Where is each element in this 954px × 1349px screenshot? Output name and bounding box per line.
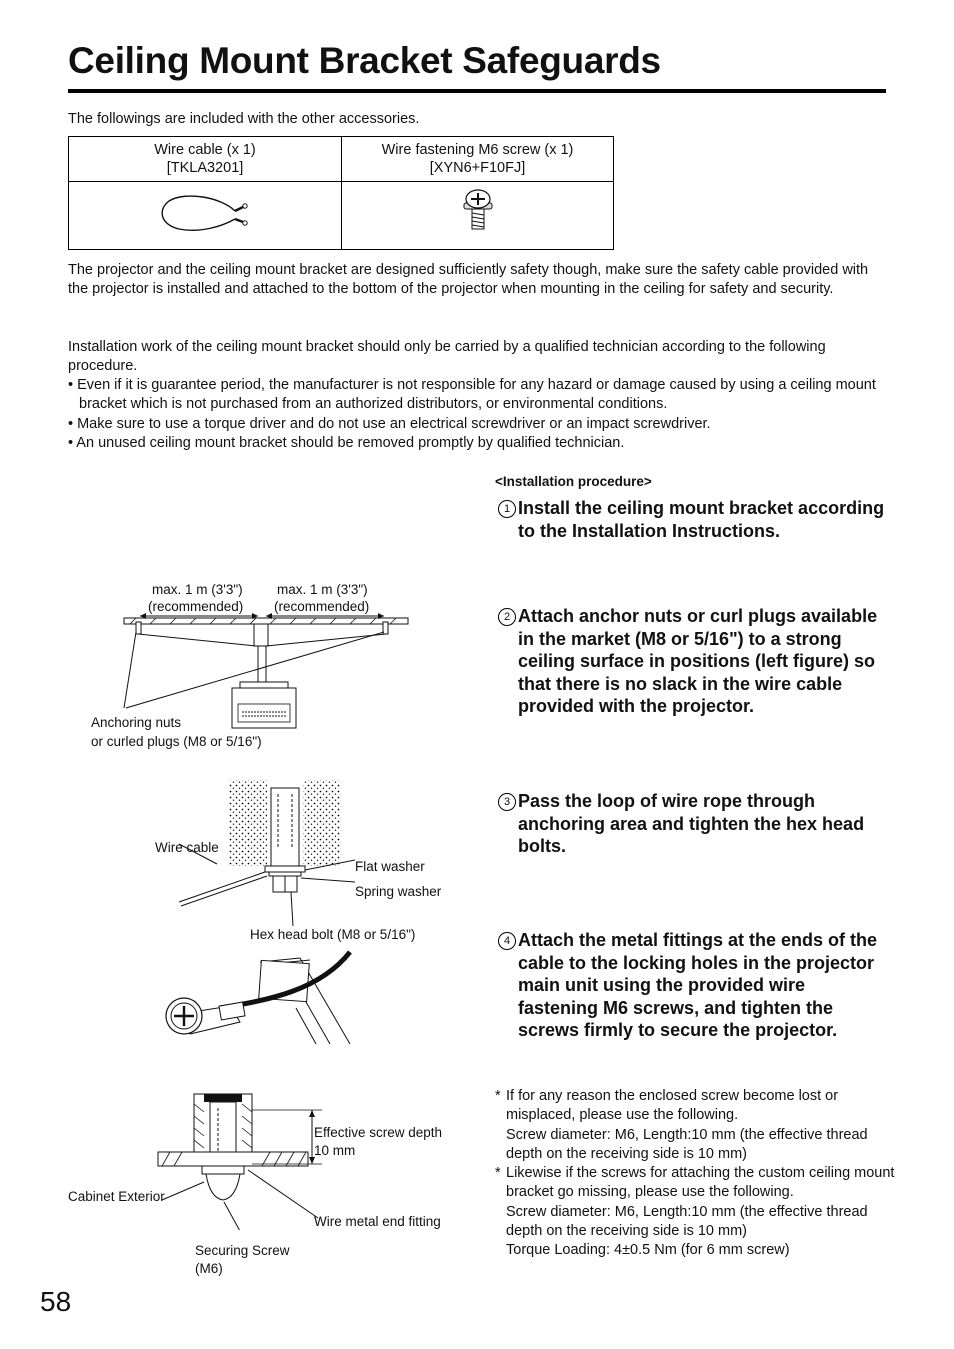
- accessory-cell: [69, 137, 342, 182]
- note-line: Torque Loading: 4±0.5 Nm (for 6 mm screw): [506, 1242, 790, 1259]
- cabinet-exterior-label: Cabinet Exterior: [68, 1189, 165, 1204]
- screw-section-diagram: [150, 1090, 330, 1230]
- flat-washer-label: Flat washer: [355, 859, 425, 874]
- list-item: • Make sure to use a torque driver and do not use an electrical screwdriver or an impact screwdriver.: [68, 415, 711, 432]
- hex-bolt-label: Hex head bolt (M8 or 5/16"): [250, 927, 416, 942]
- securing-screw-label-line2: (M6): [195, 1261, 223, 1276]
- wire-cable-label: Wire cable: [155, 840, 219, 855]
- precautions-list: [68, 376, 890, 453]
- note-line: Screw diameter: M6, Length:10 mm (the effective thread depth on the receiving side is 10 mm): [506, 1203, 868, 1240]
- accessory-code: [TKLA3201]: [166, 160, 244, 176]
- page-title: Ceiling Mount Bracket Safeguards: [68, 40, 661, 81]
- accessory-name: Wire fastening M6 screw (x 1): [381, 142, 574, 158]
- wire-cable-image-cell: [69, 182, 342, 250]
- anchor-pointer-lines-right: [120, 630, 400, 712]
- step-text: Attach anchor nuts or curl plugs available in the market (M8 or 5/16") to a strong ceiling surface in positions (left figure) so that there is no slack in the wire cable provided with the projector.: [518, 606, 878, 717]
- step-number: 2: [498, 608, 516, 626]
- spring-washer-label: Spring washer: [355, 884, 442, 899]
- step-number: 1: [498, 500, 516, 518]
- wire-cable-icon: [155, 183, 255, 243]
- step-number: 3: [498, 793, 516, 811]
- note-line: If for any reason the enclosed screw become lost or misplaced, please use the following.: [506, 1088, 839, 1124]
- procedure-heading: <Installation procedure>: [495, 474, 652, 489]
- step-text: Attach the metal fittings at the ends of the cable to the locking holes in the projector main unit using the provided wire fastening M6 screws, and tighten the screws firmly to secure the projector.: [518, 930, 878, 1041]
- anchoring-label-line2: or curled plugs (M8 or 5/16"): [91, 734, 262, 749]
- step-text: Pass the loop of wire rope through anchoring area and tighten the hex head bolts.: [518, 791, 865, 857]
- list-item: • An unused ceiling mount bracket should be removed promptly by qualified technician.: [68, 434, 625, 451]
- notes-section: [495, 1087, 895, 1261]
- note-item: [495, 1164, 895, 1260]
- list-item: • Even if it is guarantee period, the manufacturer is not responsible for any hazard or damage caused by using a ceiling mount bracket which is not purchased from an authorized distributors, or environmental conditions.: [68, 377, 876, 413]
- step-2: [498, 605, 890, 718]
- note-marker: *: [495, 1165, 501, 1182]
- wire-metal-end-label: Wire metal end fitting: [314, 1214, 441, 1229]
- step-1: [498, 497, 890, 542]
- safety-paragraph: The projector and the ceiling mount bracket are designed sufficiently safety though, make sure the safety cable provided with the projector is installed and attached to the bottom of the projector when mounting in the ceiling for safety and security.: [68, 262, 869, 298]
- installation-paragraph: Installation work of the ceiling mount bracket should only be carried by a qualified technician according to the following procedure.: [68, 339, 826, 375]
- max-distance-left: max. 1 m (3'3"): [152, 582, 243, 597]
- note-line: Screw diameter: M6, Length:10 mm (the effective thread depth on the receiving side is 10 mm): [506, 1126, 868, 1162]
- screw-image-cell: [342, 182, 614, 250]
- note-item: [495, 1087, 895, 1164]
- cable-fitting-diagram: [160, 950, 360, 1050]
- effective-depth-label-line2: 10 mm: [314, 1143, 356, 1158]
- note-marker: *: [495, 1088, 501, 1104]
- page-number: 58: [40, 1286, 72, 1317]
- accessory-cell: [342, 137, 614, 182]
- accessories-table: [68, 136, 614, 250]
- step-number: 4: [498, 932, 516, 950]
- anchoring-label-line1: Anchoring nuts: [91, 715, 182, 730]
- note-line: Likewise if the screws for attaching the custom ceiling mount bracket go missing, please use the following.: [506, 1165, 895, 1201]
- step-text: Install the ceiling mount bracket according to the Installation Instructions.: [518, 498, 885, 541]
- securing-screw-label-line1: Securing Screw: [195, 1243, 290, 1258]
- effective-depth-label-line1: Effective screw depth: [314, 1125, 443, 1140]
- intro-text: The followings are included with the other accessories.: [68, 111, 420, 127]
- step-4: [498, 929, 890, 1042]
- accessory-code: [XYN6+F10FJ]: [429, 160, 526, 176]
- m6-screw-icon: [458, 183, 498, 243]
- step-3: [498, 790, 890, 858]
- recommended-right: (recommended): [274, 599, 370, 614]
- recommended-left: (recommended): [148, 599, 244, 614]
- accessory-name: Wire cable (x 1): [154, 142, 256, 158]
- title-rule: [68, 89, 886, 93]
- max-distance-right: max. 1 m (3'3"): [277, 582, 368, 597]
